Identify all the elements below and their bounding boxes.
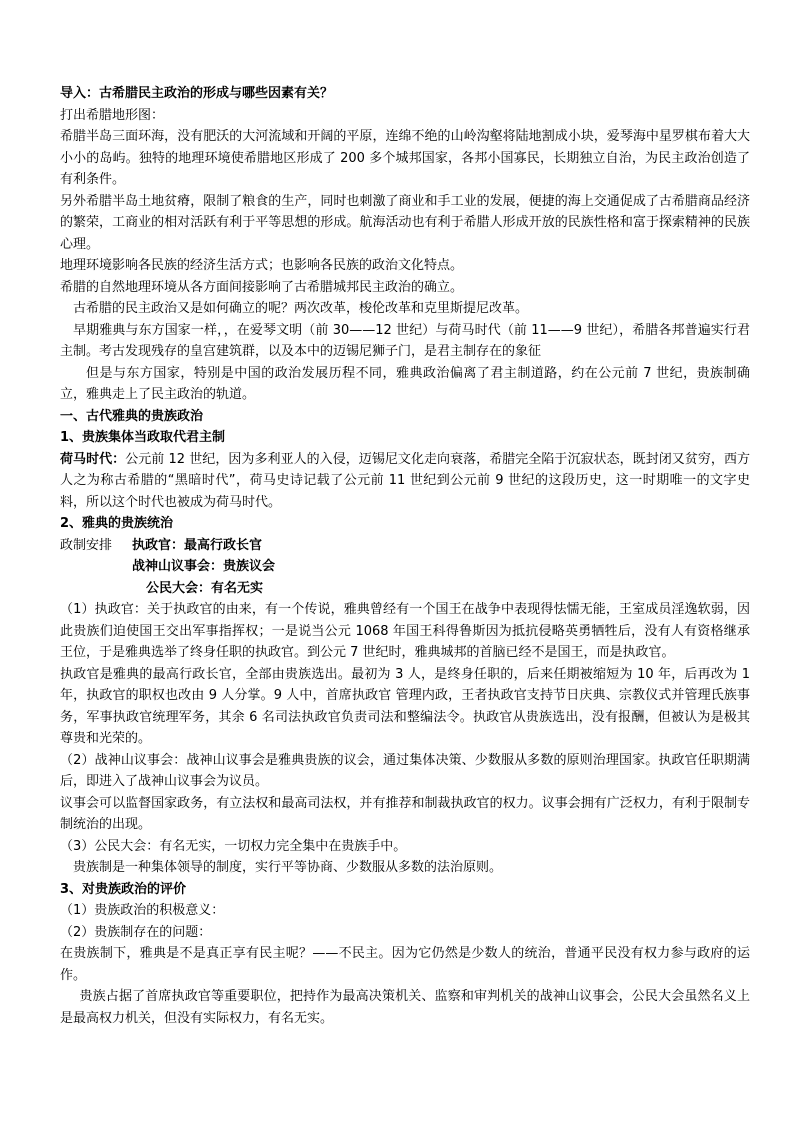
intro-paragraph: 古希腊的民主政治又是如何确立的呢？两次改革，梭伦改革和克里斯提尼改革。	[73, 301, 529, 316]
homer-text: 公元前 12 世纪，因为多利亚人的入侵，迈锡尼文化走向衰落，希腊完全陷于沉寂状态，既封闭又贫穷，西方人之为称古希腊的“黑暗时代”，荷马史诗记载了公元前 11 世纪到公元前 9 世纪的这段历史，这一时期唯一的文字史料，所以这个时代也被成为荷马时代。	[60, 451, 750, 510]
assembly-paragraph: （3）公民大会：有名无实，一切权力完全集中在贵族手中。	[60, 838, 407, 854]
archon-paragraph: （1）执政官：关于执政官的由来，有一个传说，雅典曾经有一个国王在战争中表现得怯懦无能，王室成员淫逸软弱，因此贵族们迫使国王交出军事指挥权；一是说当公元 1068 年国王科得鲁斯因为抵抗侵略英勇牺牲后，没有人有资格继承王位，于是雅典选举了终身任职的执政官。到公元 7 世纪时，雅典城邦的首脑已经不是国王，而是执政官。	[60, 602, 750, 660]
evaluation-item: （1）贵族政治的积极意义：	[60, 903, 225, 918]
subsection-heading: 2、雅典的贵族统治	[60, 516, 174, 531]
intro-paragraph: 早期雅典与东方国家一样，，在爱琴文明（前 30——12 世纪）与荷马时代（前 11——9 世纪），希腊各邦普遍实行君主制。考古发现残存的皇宫建筑群，以及本中的迈锡尼狮子门，是君主制存在的象征	[60, 322, 750, 359]
areopagus-paragraph: （2）战神山议事会：战神山议事会是雅典贵族的议会，通过集体决策、少数服从多数的原则治理国家。执政官任职期满后，即进入了战神山议事会为议员。	[60, 752, 750, 789]
evaluation-paragraph: 在贵族制下，雅典是不是真正享有民主呢？——不民主。因为它仍然是少数人的统治，普通平民没有权力参与政府的运作。	[60, 946, 750, 983]
areopagus-paragraph: 议事会可以监督国家政务，有立法权和最高司法权，并有推荐和制裁执政官的权力。议事会拥有广泛权力，有利于限制专制统治的出现。	[60, 795, 750, 832]
intro-paragraph: 希腊半岛三面环海，没有肥沃的大河流域和开阔的平原，连绵不绝的山岭沟壑将陆地割成小块，爱琴海中星罗棋布着大大小小的岛屿。独特的地理环境使希腊地区形成了 200 多个城邦国家，各邦小国寡民，长期独立自治，为民主政治创造了有利条件。	[60, 129, 750, 187]
homer-label: 荷马时代：	[60, 451, 126, 467]
evaluation-paragraph: 贵族占据了首席执政官等重要职位，把持作为最高决策机关、监察和审判机关的战神山议事会，公民大会虽然名义上是最高权力机关，但没有实际权力，有名无实。	[60, 989, 750, 1026]
summary-paragraph: 贵族制是一种集体领导的制度，实行平等协商、少数服从多数的法治原则。	[73, 860, 503, 875]
section-heading: 一、古代雅典的贵族政治	[60, 408, 204, 424]
org-item-assembly: 公民大会：有名无实	[146, 580, 264, 596]
evaluation-item: （2）贵族制存在的问题：	[60, 924, 212, 940]
archon-paragraph: 执政官是雅典的最高行政长官，全部由贵族选出。最初为 3 人，是终身任职的，后来任期被缩短为 10 年，后再改为 1 年，执政官的职权也改由 9 人分掌。9 人中，首席执政官 管理内政，王者执政官支持节日庆典、宗教仪式并管理氏族事务，军事执政官统理军务，其余 6 名司法执政官负责司法和整编法令。执政官从贵族选出，没有报酬，但被认为是极其尊贵和光荣的。	[60, 666, 750, 746]
intro-paragraph: 地理环境影响各民族的经济生活方式；也影响各民族的政治文化特点。	[60, 258, 464, 273]
subsection-heading: 3、对贵族政治的评价	[60, 881, 187, 897]
intro-paragraph: 希腊的自然地理环境从各方面间接影响了古希腊城邦民主政治的确立。	[60, 279, 464, 295]
intro-paragraph: 另外希腊半岛土地贫瘠，限制了粮食的生产，同时也刺激了商业和手工业的发展，便捷的海上交通促成了古希腊商品经济的繁荣，工商业的相对活跃有利于平等思想的形成。航海活动也有利于希腊人形成开放的民族性格和富于探索精神的民族心理。	[60, 193, 750, 252]
government-structure	[60, 535, 750, 600]
org-item-archon: 执政官：最高行政长官	[132, 537, 263, 553]
intro-paragraph: 但是与东方国家，特别是中国的政治发展历程不同，雅典政治偏离了君主制道路，约在公元前 7 世纪，贵族制确立，雅典走上了民主政治的轨道。	[60, 365, 750, 402]
org-lead: 政制安排	[60, 537, 113, 553]
subsection-heading: 1、贵族集体当政取代君主制	[60, 430, 226, 445]
homer-paragraph	[60, 449, 750, 514]
intro-paragraph: 打出希腊地形图：	[60, 107, 165, 123]
document-page	[60, 83, 750, 1029]
org-item-areopagus: 战神山议事会：贵族议会	[132, 559, 276, 574]
intro-heading: 导入：古希腊民主政治的形成与哪些因素有关？	[60, 86, 334, 101]
